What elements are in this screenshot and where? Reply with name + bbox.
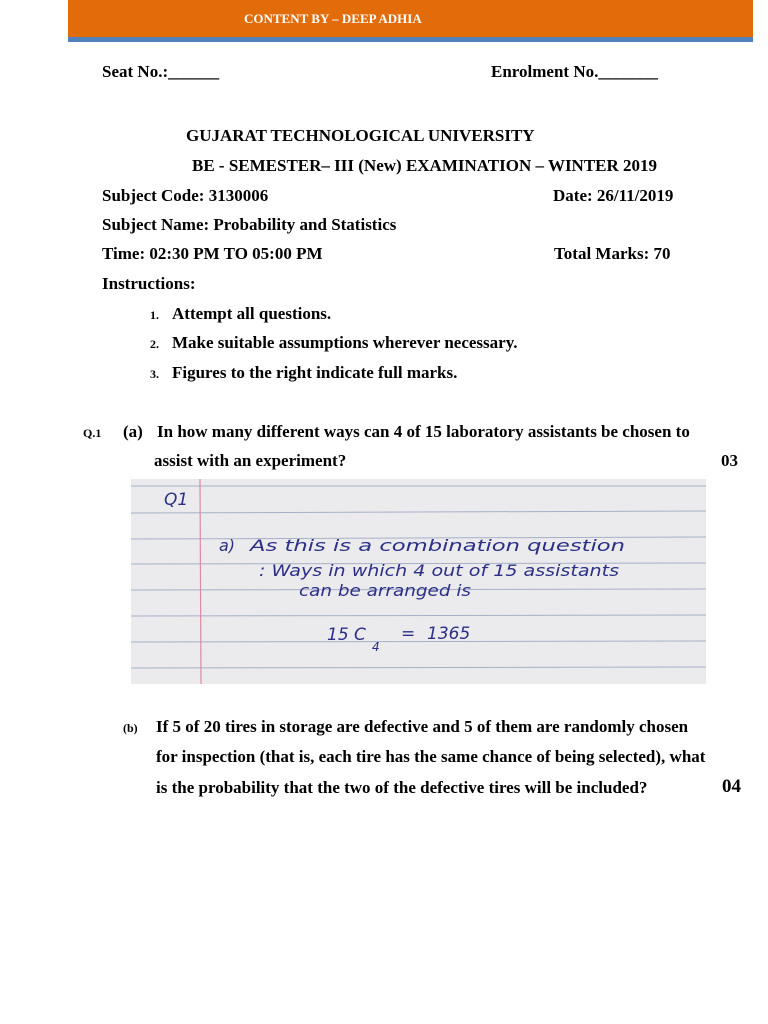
- instruction-item: [150, 304, 331, 324]
- instructions-label: Instructions:: [102, 274, 196, 293]
- enrolment-number-label: Enrolment No._______: [491, 62, 658, 81]
- total-marks: Total Marks: 70: [554, 244, 671, 263]
- notebook-page: [131, 479, 706, 684]
- exam-date: Date: 26/11/2019: [553, 186, 674, 205]
- content-banner: [68, 0, 753, 37]
- instruction-text: Attempt all questions.: [172, 304, 332, 323]
- subject-name: Subject Name: Probability and Statistics: [102, 215, 397, 234]
- part-a-label: (a): [123, 422, 143, 441]
- university-name: GUJARAT TECHNOLOGICAL UNIVERSITY: [186, 126, 535, 145]
- instruction-item: [150, 363, 457, 383]
- part-b-marks: 04: [722, 776, 741, 797]
- formula-equals: =: [401, 624, 416, 644]
- part-b-text-line-1: If 5 of 20 tires in storage are defective and 5 of them are randomly chosen: [156, 717, 689, 736]
- instruction-text: Figures to the right indicate full marks.: [172, 363, 458, 382]
- seat-number-label: Seat No.:______: [102, 62, 220, 81]
- instruction-number: 2.: [150, 337, 159, 351]
- instruction-number: 1.: [150, 308, 159, 322]
- exam-time: Time: 02:30 PM TO 05:00 PM: [102, 244, 323, 263]
- part-a-marks: 03: [721, 451, 738, 470]
- banner-rule: [68, 37, 753, 42]
- part-a-text-line-2: assist with an experiment?: [154, 451, 347, 470]
- part-a-text-line-1: In how many different ways can 4 of 15 laboratory assistants be chosen to: [157, 422, 690, 441]
- answer-line-3: can be arranged is: [299, 581, 471, 600]
- formula-combination: 15 C: [327, 625, 366, 645]
- exam-title: BE - SEMESTER– III (New) EXAMINATION – WINTER 2019: [192, 156, 658, 175]
- formula-result: 1365: [427, 624, 471, 644]
- banner-text: CONTENT BY – DEEP ADHIA: [244, 10, 422, 26]
- instruction-item: [150, 333, 518, 353]
- question-label: Q.1: [83, 426, 102, 440]
- handwritten-answer-photo: [131, 479, 706, 684]
- part-b-text-line-2: for inspection (that is, each tire has the same chance of being selected), what: [156, 747, 706, 766]
- answer-heading: Q1: [164, 490, 189, 510]
- answer-line-2: : Ways in which 4 out of 15 assistants: [259, 561, 619, 580]
- formula-subscript: 4: [372, 640, 380, 654]
- part-b-text-line-3: is the probability that the two of the defective tires will be included?: [156, 778, 648, 797]
- subject-code: Subject Code: 3130006: [102, 186, 269, 205]
- part-b-label: (b): [123, 721, 138, 735]
- instruction-text: Make suitable assumptions wherever necessary.: [172, 333, 518, 352]
- answer-marker: a): [219, 536, 236, 555]
- instruction-number: 3.: [150, 367, 159, 381]
- answer-line-1: As this is a combination question: [248, 536, 625, 555]
